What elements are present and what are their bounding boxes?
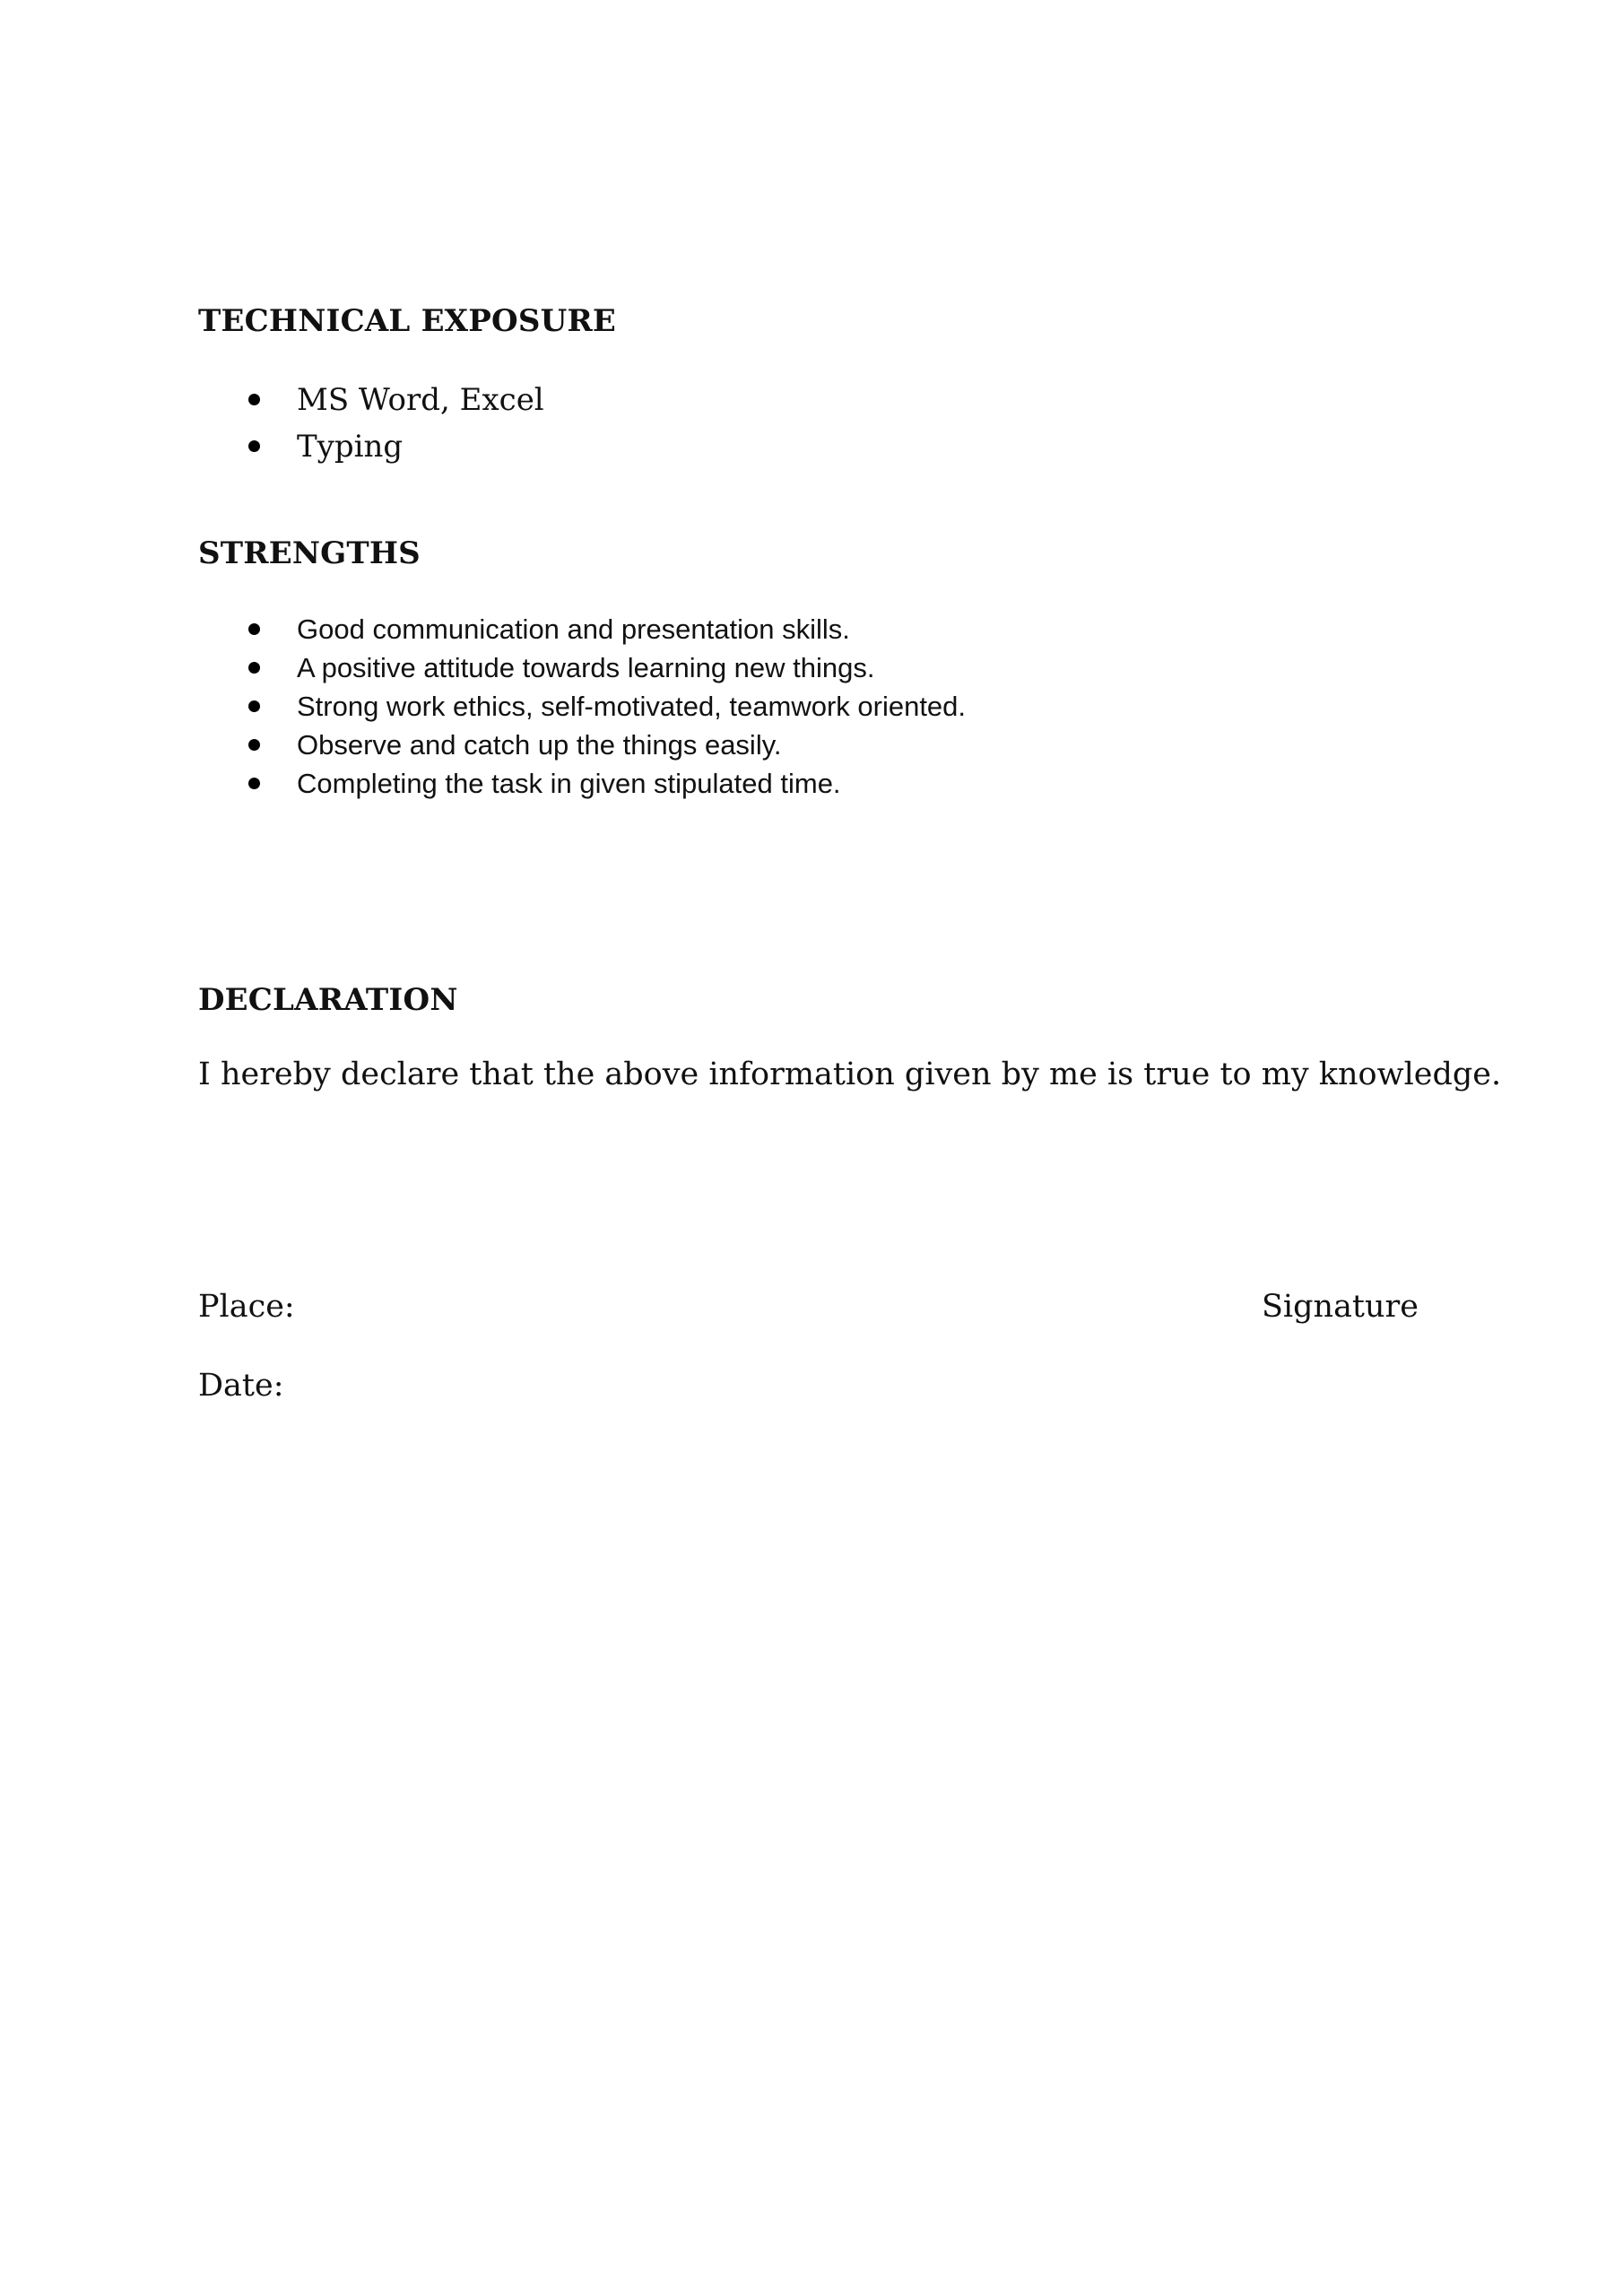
bullet-icon (248, 778, 260, 789)
bullet-icon (248, 623, 260, 635)
list-item-text: Good communication and presentation skills. (297, 613, 850, 645)
strengths-list (198, 610, 966, 803)
list-item (198, 610, 966, 648)
declaration-text: I hereby declare that the above information given by me is true to my knowledge. (198, 1057, 1502, 1092)
bullet-icon (248, 662, 260, 674)
list-item-text: Typing (297, 429, 404, 465)
strengths-heading: STRENGTHS (198, 535, 421, 571)
bullet-icon (248, 739, 260, 751)
bullet-icon (248, 394, 260, 405)
bullet-icon (248, 700, 260, 712)
list-item (198, 726, 966, 764)
list-item (198, 648, 966, 687)
list-item-text: A positive attitude towards learning new things. (297, 652, 875, 683)
list-item-text: Strong work ethics, self-motivated, teamwork oriented. (297, 691, 967, 722)
list-item (198, 764, 966, 803)
list-item (198, 377, 544, 423)
date-label: Date: (198, 1368, 284, 1404)
technical-exposure-heading: TECHNICAL EXPOSURE (198, 303, 617, 339)
declaration-heading: DECLARATION (198, 982, 458, 1018)
list-item (198, 687, 966, 726)
bullet-icon (248, 440, 260, 452)
list-item-text: Observe and catch up the things easily. (297, 729, 782, 761)
list-item-text: MS Word, Excel (297, 382, 544, 418)
technical-exposure-list (198, 377, 544, 470)
place-label: Place: (198, 1289, 295, 1325)
list-item (198, 423, 544, 470)
signature-label: Signature (1261, 1289, 1419, 1325)
list-item-text: Completing the task in given stipulated time. (297, 768, 841, 799)
